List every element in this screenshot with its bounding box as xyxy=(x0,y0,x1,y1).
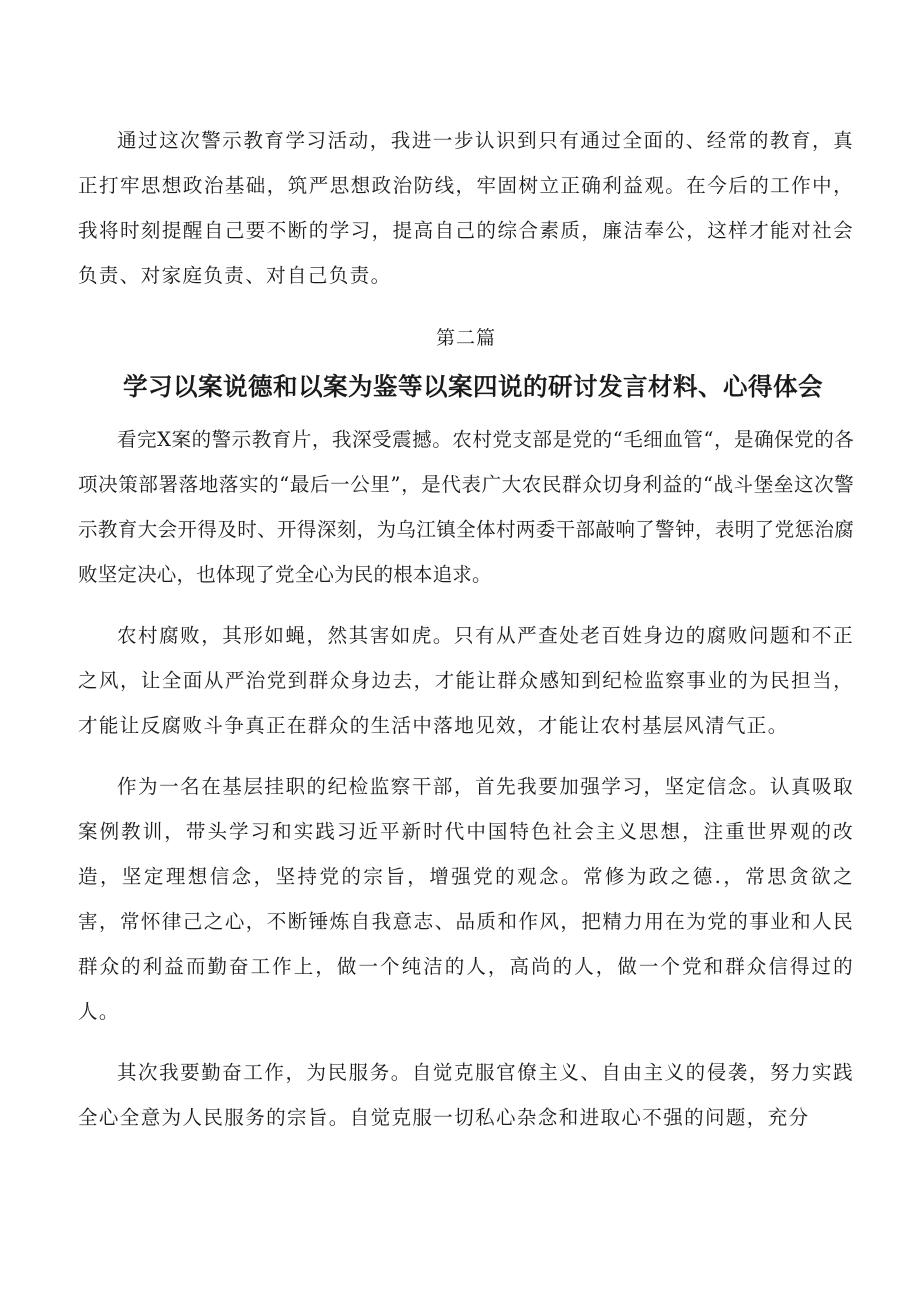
paragraph-spacer xyxy=(78,597,854,613)
document-title: 学习以案说德和以案为鉴等以案四说的研讨发言材料、心得体会 xyxy=(123,372,823,401)
body-paragraph-3: 作为一名在基层挂职的纪检监察干部，首先我要加强学习，坚定信念。认真吸取案例教训，带头学习和实践习近平新时代中国特色社会主义思想，注重世界观的改造，坚定理想信念，坚持党的宗旨，增强党的观念。常修为政之德.，常思贪欲之害，常怀律己之心，不断锤炼自我意志、品质和作风，把精力用在为党的事业和人民群众的利益而勤奋工作上，做一个纯洁的人，高尚的人，做一个党和群众信得过的人。 xyxy=(78,775,854,1023)
section-label: 第二篇 xyxy=(435,327,496,349)
body-paragraph-1: 看完X案的警示教育片，我深受震撼。农村党支部是党的“毛细血管“，是确保党的各项决策部署落地落实的“最后一公里”，是代表广大农民群众切身利益的“战斗堡垒这次警示教育大会开得及时、开得深刻，为乌江镇全体村两委干部敲响了警钟，表明了党惩治腐败坚定决心，也体现了党全心为民的根本追求。 xyxy=(78,428,854,586)
body-paragraph-4: 其次我要勤奋工作，为民服务。自觉克服官僚主义、自由主义的侵袭，努力实践全心全意为人民服务的宗旨。自觉克服一切私心杂念和进取心不强的问题，充分 xyxy=(78,1061,854,1129)
paragraph-spacer xyxy=(78,1034,854,1050)
body-paragraph-2: 农村腐败，其形如蝇，然其害如虎。只有从严查处老百姓身边的腐败问题和不正之风，让全面从严治党到群众身边去，才能让群众感知到纪检监察事业的为民担当，才能让反腐败斗争真正在群众的生活中落地见效，才能让农村基层风清气正。 xyxy=(78,624,854,737)
document-page xyxy=(78,118,854,1140)
paragraph-spacer xyxy=(78,748,854,764)
intro-paragraph: 通过这次警示教育学习活动，我进一步认识到只有通过全面的、经常的教育，真正打牢思想政治基础，筑严思想政治防线，牢固树立正确利益观。在今后的工作中，我将时刻提醒自己要不断的学习，提高自己的综合素质，廉洁奉公，这样才能对社会负责、对家庭负责、对自己负责。 xyxy=(78,129,854,287)
